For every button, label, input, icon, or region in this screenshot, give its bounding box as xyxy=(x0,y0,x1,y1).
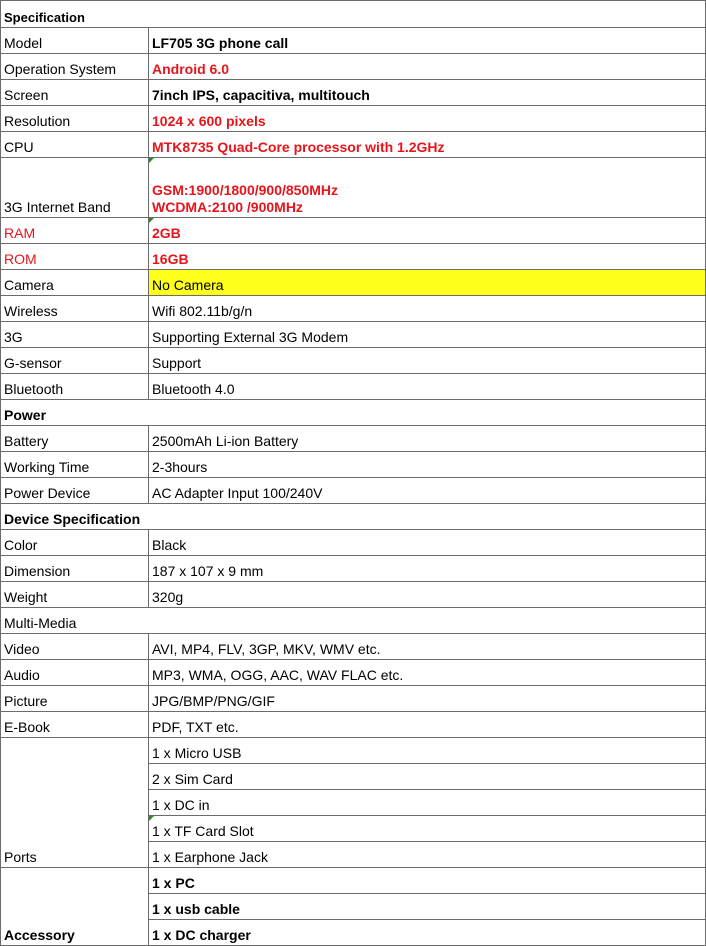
row-label-ports: Ports xyxy=(1,738,149,868)
row-label-wireless: Wireless xyxy=(1,296,149,322)
row-label-video: Video xyxy=(1,634,149,660)
row-label-picture: Picture xyxy=(1,686,149,712)
table-row xyxy=(1,270,706,296)
section-title-specification: Specification xyxy=(1,1,706,28)
row-value-ram: 2GB xyxy=(149,218,706,244)
table-row xyxy=(1,80,706,106)
row-label-cpu: CPU xyxy=(1,132,149,158)
row-value-port: 2 x Sim Card xyxy=(149,764,706,790)
section-specification-row xyxy=(1,1,706,28)
row-label-power-device: Power Device xyxy=(1,478,149,504)
table-row xyxy=(1,556,706,582)
table-row xyxy=(1,686,706,712)
section-title-device: Device Specification xyxy=(1,504,706,530)
row-label-bluetooth: Bluetooth xyxy=(1,374,149,400)
row-value-bluetooth: Bluetooth 4.0 xyxy=(149,374,706,400)
table-row xyxy=(1,868,706,894)
row-label-battery: Battery xyxy=(1,426,149,452)
row-value-accessory: 1 x DC charger xyxy=(149,920,706,946)
row-label-weight: Weight xyxy=(1,582,149,608)
table-row xyxy=(1,426,706,452)
row-label-os: Operation System xyxy=(1,54,149,80)
section-power-row xyxy=(1,400,706,426)
row-value-power-device: AC Adapter Input 100/240V xyxy=(149,478,706,504)
row-label-dimension: Dimension xyxy=(1,556,149,582)
row-label-camera: Camera xyxy=(1,270,149,296)
row-value-battery: 2500mAh Li-ion Battery xyxy=(149,426,706,452)
row-value-cpu: MTK8735 Quad-Core processor with 1.2GHz xyxy=(149,132,706,158)
row-value-audio: MP3, WMA, OGG, AAC, WAV FLAC etc. xyxy=(149,660,706,686)
row-label-resolution: Resolution xyxy=(1,106,149,132)
row-value-ebook: PDF, TXT etc. xyxy=(149,712,706,738)
row-label-ebook: E-Book xyxy=(1,712,149,738)
row-value-color: Black xyxy=(149,530,706,556)
table-row xyxy=(1,712,706,738)
row-value-port: 1 x DC in xyxy=(149,790,706,816)
row-value-rom: 16GB xyxy=(149,244,706,270)
section-device-row xyxy=(1,504,706,530)
section-title-power: Power xyxy=(1,400,706,426)
row-label-color: Color xyxy=(1,530,149,556)
row-value-port: 1 x TF Card Slot xyxy=(149,816,706,842)
row-label-3g: 3G xyxy=(1,322,149,348)
row-value-resolution: 1024 x 600 pixels xyxy=(149,106,706,132)
table-row xyxy=(1,54,706,80)
table-row xyxy=(1,634,706,660)
row-label-audio: Audio xyxy=(1,660,149,686)
table-row xyxy=(1,660,706,686)
row-label-accessory: Accessory xyxy=(1,868,149,946)
row-value-screen: 7inch IPS, capacitiva, multitouch xyxy=(149,80,706,106)
row-value-working-time: 2-3hours xyxy=(149,452,706,478)
table-row xyxy=(1,478,706,504)
section-media-row xyxy=(1,608,706,634)
row-label-gsensor: G-sensor xyxy=(1,348,149,374)
table-row xyxy=(1,738,706,764)
row-value-dimension: 187 x 107 x 9 mm xyxy=(149,556,706,582)
row-label-screen: Screen xyxy=(1,80,149,106)
table-row xyxy=(1,322,706,348)
row-value-gsensor: Support xyxy=(149,348,706,374)
row-label-rom: ROM xyxy=(1,244,149,270)
row-value-video: AVI, MP4, FLV, 3GP, MKV, WMV etc. xyxy=(149,634,706,660)
row-value-accessory: 1 x PC xyxy=(149,868,706,894)
table-row xyxy=(1,158,706,218)
table-row xyxy=(1,28,706,54)
row-value-port: 1 x Earphone Jack xyxy=(149,842,706,868)
table-row xyxy=(1,582,706,608)
row-value-weight: 320g xyxy=(149,582,706,608)
row-value-model: LF705 3G phone call xyxy=(149,28,706,54)
table-row xyxy=(1,296,706,322)
row-value-accessory: 1 x usb cable xyxy=(149,894,706,920)
table-row xyxy=(1,218,706,244)
table-row xyxy=(1,452,706,478)
table-row xyxy=(1,374,706,400)
row-value-port: 1 x Micro USB xyxy=(149,738,706,764)
table-row xyxy=(1,348,706,374)
row-label-ram: RAM xyxy=(1,218,149,244)
table-row xyxy=(1,244,706,270)
row-value-camera: No Camera xyxy=(149,270,706,296)
section-title-media: Multi-Media xyxy=(1,608,706,634)
table-row xyxy=(1,106,706,132)
row-label-working-time: Working Time xyxy=(1,452,149,478)
row-value-band xyxy=(149,158,706,218)
band-wcdma-line: WCDMA:2100 /900MHz xyxy=(152,199,303,215)
row-value-picture: JPG/BMP/PNG/GIF xyxy=(149,686,706,712)
row-label-band: 3G Internet Band xyxy=(1,158,149,218)
row-label-model: Model xyxy=(1,28,149,54)
row-value-wireless: Wifi 802.11b/g/n xyxy=(149,296,706,322)
row-value-3g: Supporting External 3G Modem xyxy=(149,322,706,348)
band-gsm-line: GSM:1900/1800/900/850MHz xyxy=(152,182,338,198)
row-value-os: Android 6.0 xyxy=(149,54,706,80)
table-row xyxy=(1,132,706,158)
table-row xyxy=(1,530,706,556)
